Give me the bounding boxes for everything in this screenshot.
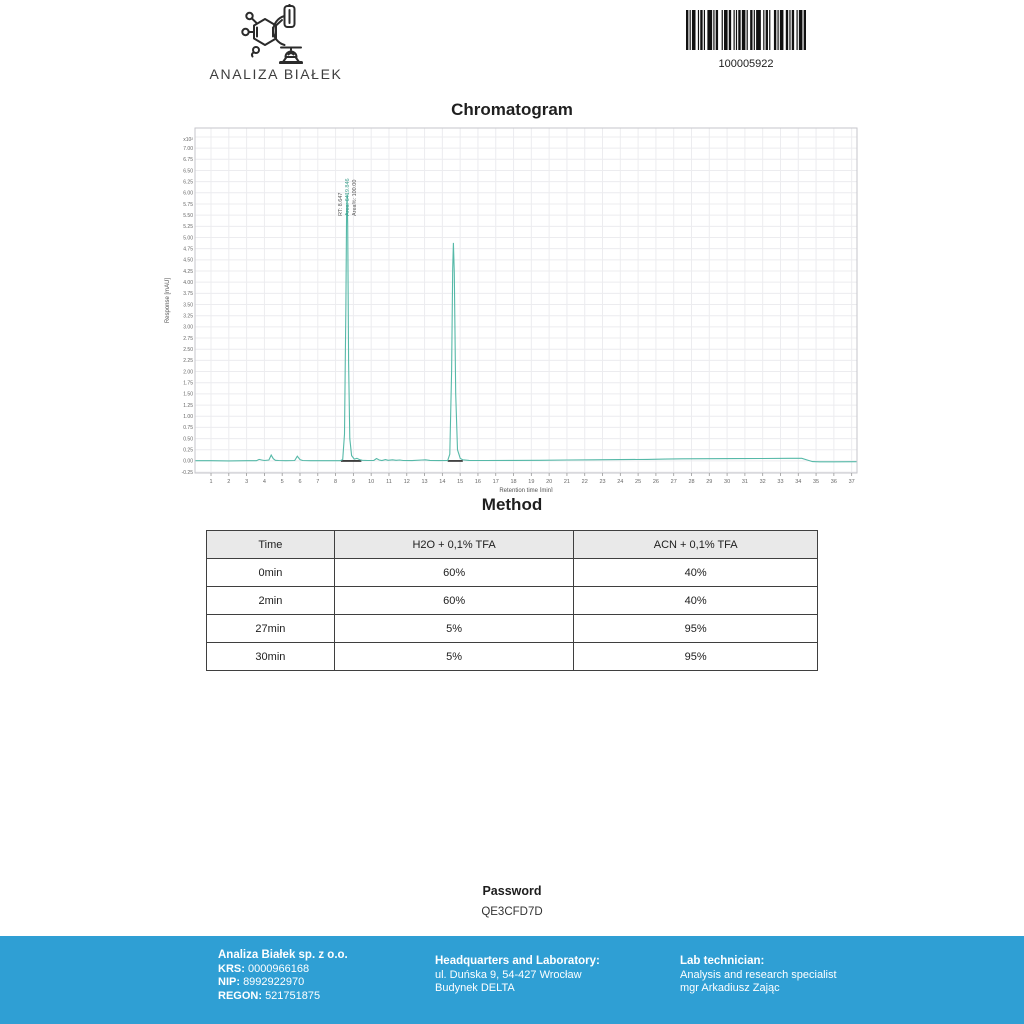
x-tick-label: 9 (351, 479, 355, 485)
method-cell: 60% (334, 559, 574, 587)
y-tick-label: 5.50 (183, 212, 193, 219)
method-cell: 5% (334, 615, 574, 643)
nip-value: 8992922970 (243, 976, 305, 988)
x-tick-label: 6 (298, 479, 302, 485)
molecule-microscope-icon (239, 4, 313, 64)
y-tick-label: 4.00 (183, 279, 193, 286)
y-tick-label: 2.50 (183, 347, 193, 354)
y-tick-label: 1.00 (183, 414, 193, 421)
company-logo (196, 4, 356, 82)
x-tick-label: 25 (635, 479, 642, 485)
krs-label: KRS: (218, 962, 245, 975)
nip-label: NIP: (218, 976, 240, 988)
method-cell: 40% (574, 587, 818, 615)
method-row (207, 559, 818, 587)
x-tick-label: 22 (581, 479, 588, 485)
regon-value: 521751875 (265, 989, 321, 1002)
x-tick-label: 28 (688, 479, 695, 485)
peak-annotation-line: RT: 8.647 (338, 192, 345, 216)
x-tick-label: 29 (706, 479, 713, 485)
x-tick-label: 37 (848, 479, 855, 485)
y-tick-label: 6.50 (183, 168, 193, 175)
y-tick-label: 4.50 (183, 257, 193, 264)
x-tick-label: 36 (830, 479, 837, 485)
x-tick-label: 34 (795, 479, 802, 485)
x-tick-label: 13 (421, 479, 428, 485)
y-tick-label: 7.00 (183, 145, 193, 152)
y-tick-label: 6.00 (183, 190, 193, 197)
x-axis-title: Retention time [min] (499, 488, 553, 492)
password-value: QE3CFD7D (481, 906, 543, 918)
y-tick-label: 3.50 (183, 302, 193, 309)
technician-name: mgr Arkadiusz Zając (680, 982, 780, 994)
y-tick-label: 2.25 (183, 358, 193, 365)
method-cell: 40% (574, 559, 818, 587)
logo-text: ANALIZA BIAŁEK (209, 66, 343, 82)
y-scale-label: x10² (183, 137, 193, 144)
method-header-time: Time (207, 531, 335, 559)
method-cell: 30min (207, 643, 335, 671)
footer-regon (218, 990, 423, 1004)
x-tick-label: 21 (563, 479, 570, 485)
y-axis-title: Response [mAU] (165, 277, 171, 324)
y-tick-label: 1.50 (183, 391, 193, 398)
x-tick-label: 27 (670, 479, 677, 485)
footer (0, 936, 1024, 1024)
method-header-row (207, 531, 818, 559)
x-tick-label: 26 (652, 479, 659, 485)
peak-annotation-line: Area%: 100.00 (352, 179, 359, 216)
chromatogram-plot (160, 126, 870, 492)
method-header-acn: ACN + 0,1% TFA (574, 531, 818, 559)
x-tick-label: 33 (777, 479, 784, 485)
hq-address-line1: ul. Duńska 9, 54-427 Wrocław (435, 968, 582, 981)
y-tick-label: 0.00 (183, 458, 193, 465)
x-tick-label: 20 (546, 479, 553, 485)
x-tick-label: 16 (474, 479, 482, 485)
krs-value: 0000966168 (247, 962, 310, 975)
footer-company-info (218, 949, 423, 1003)
y-tick-label: 3.75 (183, 291, 193, 298)
x-tick-label: 8 (334, 479, 338, 485)
method-row (207, 643, 818, 671)
y-tick-label: 2.00 (183, 369, 193, 376)
x-tick-label: 2 (227, 479, 231, 485)
x-tick-label: 19 (528, 479, 535, 485)
barcode (686, 10, 806, 70)
x-tick-label: 10 (368, 479, 375, 485)
y-tick-label: 5.25 (183, 224, 193, 231)
barcode-number: 100005922 (718, 58, 774, 70)
method-title: Method (481, 495, 543, 514)
x-tick-label: 23 (599, 479, 606, 485)
hq-heading: Headquarters and Laboratory: (435, 955, 600, 967)
y-tick-label: 0.25 (183, 447, 193, 454)
method-cell: 0min (207, 559, 335, 587)
x-tick-label: 7 (316, 479, 320, 485)
x-tick-label: 17 (492, 479, 499, 485)
method-header-h2o: H2O + 0,1% TFA (334, 531, 574, 559)
y-tick-label: -0.25 (181, 469, 193, 476)
plot-background (195, 128, 857, 473)
y-tick-label: 5.00 (183, 235, 193, 242)
method-row (207, 587, 818, 615)
x-tick-label: 3 (245, 479, 249, 485)
footer-nip (218, 976, 423, 990)
barcode-icon (686, 10, 806, 50)
technician-heading: Lab technician: (680, 955, 765, 967)
y-tick-label: 6.75 (183, 157, 193, 164)
password-section (0, 884, 1024, 918)
x-tick-label: 14 (439, 479, 446, 485)
footer-technician (680, 955, 960, 996)
x-tick-label: 24 (617, 479, 624, 485)
method-cell: 2min (207, 587, 335, 615)
hq-address-line2: Budynek DELTA (435, 982, 515, 994)
y-tick-label: 3.25 (183, 313, 193, 320)
method-table (206, 530, 818, 671)
method-cell: 60% (334, 587, 574, 615)
chromatogram-title: Chromatogram (451, 100, 573, 119)
y-tick-label: 1.25 (183, 402, 193, 409)
method-cell: 5% (334, 643, 574, 671)
x-tick-label: 15 (457, 479, 464, 485)
y-tick-label: 0.75 (183, 425, 193, 432)
technician-role: Analysis and research specialist (680, 968, 837, 981)
x-tick-label: 32 (759, 479, 766, 485)
password-label: Password (482, 884, 542, 898)
y-tick-label: 0.50 (183, 436, 193, 443)
y-tick-label: 4.75 (183, 246, 193, 253)
method-cell: 27min (207, 615, 335, 643)
method-cell: 95% (574, 615, 818, 643)
x-tick-label: 31 (741, 479, 748, 485)
method-row (207, 615, 818, 643)
chromatogram-chart (160, 126, 870, 492)
y-tick-label: 1.75 (183, 380, 193, 387)
footer-krs (218, 963, 423, 977)
method-cell: 95% (574, 643, 818, 671)
footer-company-name: Analiza Białek sp. z o.o. (218, 949, 348, 961)
x-tick-label: 30 (724, 479, 731, 485)
x-tick-label: 11 (386, 479, 392, 485)
y-tick-label: 2.75 (183, 335, 193, 342)
y-tick-label: 3.00 (183, 324, 193, 331)
x-tick-label: 18 (510, 479, 517, 485)
peak-annotation-line: Area: 6419.846 (345, 178, 352, 216)
regon-label: REGON: (218, 989, 262, 1002)
footer-headquarters (435, 955, 670, 996)
x-tick-label: 12 (403, 479, 410, 485)
y-tick-label: 4.25 (183, 268, 193, 275)
y-tick-label: 5.75 (183, 201, 193, 208)
x-tick-label: 5 (280, 479, 284, 485)
y-tick-label: 6.25 (183, 179, 193, 186)
x-tick-label: 1 (209, 479, 213, 485)
x-tick-label: 4 (262, 479, 266, 485)
x-tick-label: 35 (813, 479, 820, 485)
